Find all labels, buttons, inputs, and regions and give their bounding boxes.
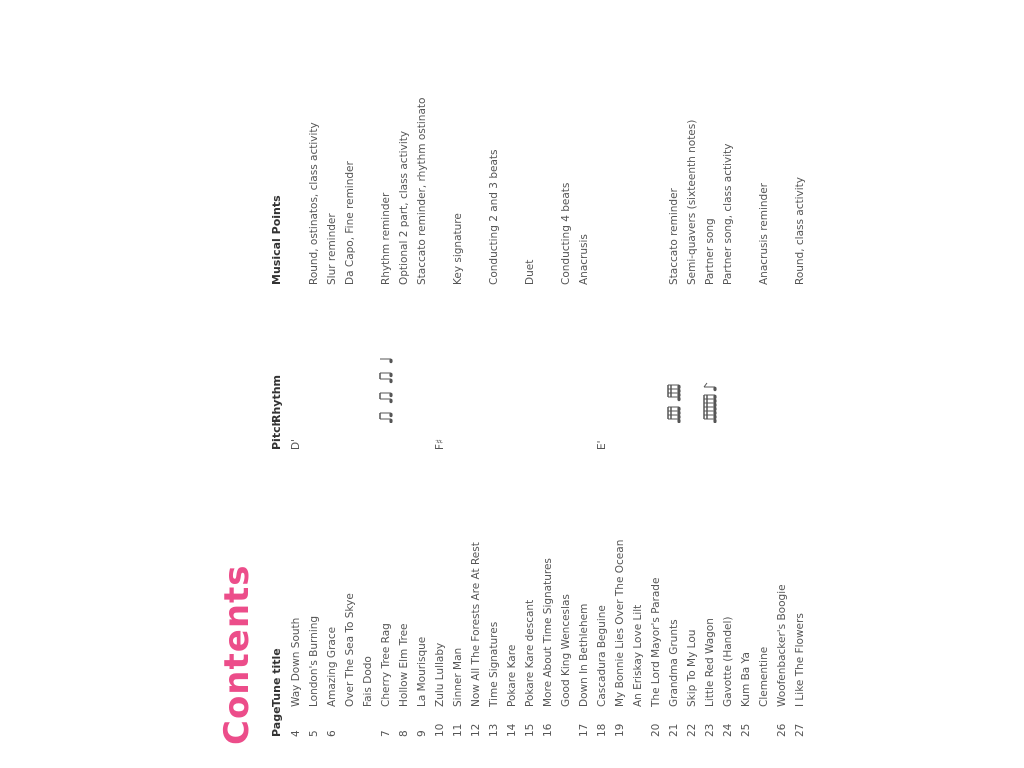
tune-title: Zulu Lullaby: [434, 642, 446, 707]
table-row: [557, 25, 575, 745]
header-musical-points: Musical Points: [270, 195, 283, 285]
table-row: [287, 25, 305, 745]
table-row: [395, 25, 413, 745]
musical-points: Optional 2 part, class activity: [398, 130, 410, 285]
musical-points: Slur reminder: [326, 213, 338, 285]
table-row: [791, 25, 809, 745]
page-number: 5: [308, 730, 320, 737]
tune-title: Sinner Man: [452, 647, 464, 707]
musical-points: Rhythm reminder: [380, 192, 392, 285]
pitch-value: E': [596, 440, 608, 450]
header-pitch: Pitch: [270, 418, 283, 450]
page-number: 24: [722, 723, 734, 737]
table-row: [341, 25, 359, 745]
page-number: 21: [668, 723, 680, 737]
tune-title: My Bonnie Lies Over The Ocean: [614, 539, 626, 707]
header-tune-title: Tune title: [270, 648, 283, 707]
page-number: 8: [398, 730, 410, 737]
musical-points: Conducting 2 and 3 beats: [488, 149, 500, 285]
table-row: [629, 25, 647, 745]
tune-title: Gavotte (Handel): [722, 616, 734, 707]
table-row: [377, 25, 395, 745]
contents-table: [287, 25, 809, 745]
pitch-value: F♯: [434, 438, 446, 450]
page-number: 15: [524, 723, 536, 737]
table-row: [449, 25, 467, 745]
page-number: 12: [470, 723, 482, 737]
tune-title: An Eriskay Love Lilt: [632, 604, 644, 707]
tune-title: Down In Bethlehem: [578, 603, 590, 707]
table-row: [593, 25, 611, 745]
header-rhythm: Rhythm: [270, 374, 283, 423]
musical-points: Anacrusis reminder: [758, 182, 770, 285]
table-row: [575, 25, 593, 745]
tune-title: Hollow Elm Tree: [398, 623, 410, 707]
tune-title: Cherry Tree Rag: [380, 623, 392, 707]
table-row: [503, 25, 521, 745]
table-row: [665, 25, 683, 745]
tune-title: Grandma Grunts: [668, 619, 680, 707]
tune-title: Time Signatures: [488, 621, 500, 707]
page-number: 16: [542, 723, 554, 737]
musical-points: Duet: [524, 259, 536, 285]
musical-points: Partner song, class activity: [722, 143, 734, 285]
pitch-value: D': [290, 439, 302, 450]
table-row: [485, 25, 503, 745]
tune-title: Woofenbacker's Boogie: [776, 584, 788, 707]
page-number: 25: [740, 723, 752, 737]
tune-title: Amazing Grace: [326, 626, 338, 707]
tune-title: I Like The Flowers: [794, 613, 806, 707]
table-row: [539, 25, 557, 745]
musical-points: Da Capo, Fine reminder: [344, 161, 356, 285]
tune-title: Clementine: [758, 646, 770, 707]
musical-points: Anacrusis: [578, 234, 590, 285]
tune-title: Pokare Kare: [506, 644, 518, 707]
page-number: 7: [380, 730, 392, 737]
tune-title: Kum Ba Ya: [740, 652, 752, 707]
musical-points: Conducting 4 beats: [560, 182, 572, 285]
page-number: 20: [650, 723, 662, 737]
page-number: 11: [452, 723, 464, 737]
page-number: 19: [614, 723, 626, 737]
table-row: [413, 25, 431, 745]
table-row: [755, 25, 773, 745]
tune-title: Skip To My Lou: [686, 629, 698, 707]
tune-title: Little Red Wagon: [704, 618, 716, 707]
semiquaver-group-notes-icon: [665, 353, 683, 423]
tune-title: Fais Dodo: [362, 656, 374, 707]
table-row: [719, 25, 737, 745]
page-number: 4: [290, 730, 302, 737]
semiquaver-run-notes-icon: [701, 353, 719, 423]
table-row: [737, 25, 755, 745]
page-number: 18: [596, 723, 608, 737]
table-row: [305, 25, 323, 745]
table-row: [701, 25, 719, 745]
table-row: [773, 25, 791, 745]
tune-title: More About Time Signatures: [542, 558, 554, 707]
page-number: 14: [506, 723, 518, 737]
musical-points: Staccato reminder, rhythm ostinato: [416, 97, 428, 285]
musical-points: Partner song: [704, 218, 716, 285]
table-row: [467, 25, 485, 745]
table-row: [359, 25, 377, 745]
page-title: Contents: [217, 564, 257, 745]
musical-points: Round, class activity: [794, 176, 806, 285]
table-row: [521, 25, 539, 745]
tune-title: London's Burning: [308, 615, 320, 707]
tune-title: Now All The Forests Are At Rest: [470, 542, 482, 707]
musical-points: Round, ostinatos, class activity: [308, 122, 320, 285]
page-number: 6: [326, 730, 338, 737]
tune-title: Way Down South: [290, 617, 302, 707]
tune-title: Good King Wenceslas: [560, 594, 572, 707]
contents-sheet: [217, 25, 820, 745]
musical-points: Semi-quavers (sixteenth notes): [686, 119, 698, 285]
tune-title: Cascadura Beguine: [596, 605, 608, 707]
header-page: Page: [270, 706, 283, 737]
tune-title: Pokare Kare descant: [524, 599, 536, 707]
page-number: 27: [794, 723, 806, 737]
musical-points: Staccato reminder: [668, 188, 680, 285]
tune-title: La Mourisque: [416, 636, 428, 707]
table-row: [683, 25, 701, 745]
page-number: 10: [434, 723, 446, 737]
tune-title: The Lord Mayor's Parade: [650, 577, 662, 707]
table-row: [647, 25, 665, 745]
page-number: 26: [776, 723, 788, 737]
page-number: 13: [488, 723, 500, 737]
tune-title: Over The Sea To Skye: [344, 593, 356, 707]
table-row: [611, 25, 629, 745]
dotted-rhythm-notes-icon: [377, 353, 395, 423]
musical-points: Key signature: [452, 213, 464, 285]
page-number: 22: [686, 723, 698, 737]
page-number: 17: [578, 723, 590, 737]
page-number: 9: [416, 730, 428, 737]
page-number: 23: [704, 723, 716, 737]
table-row: [431, 25, 449, 745]
table-row: [323, 25, 341, 745]
